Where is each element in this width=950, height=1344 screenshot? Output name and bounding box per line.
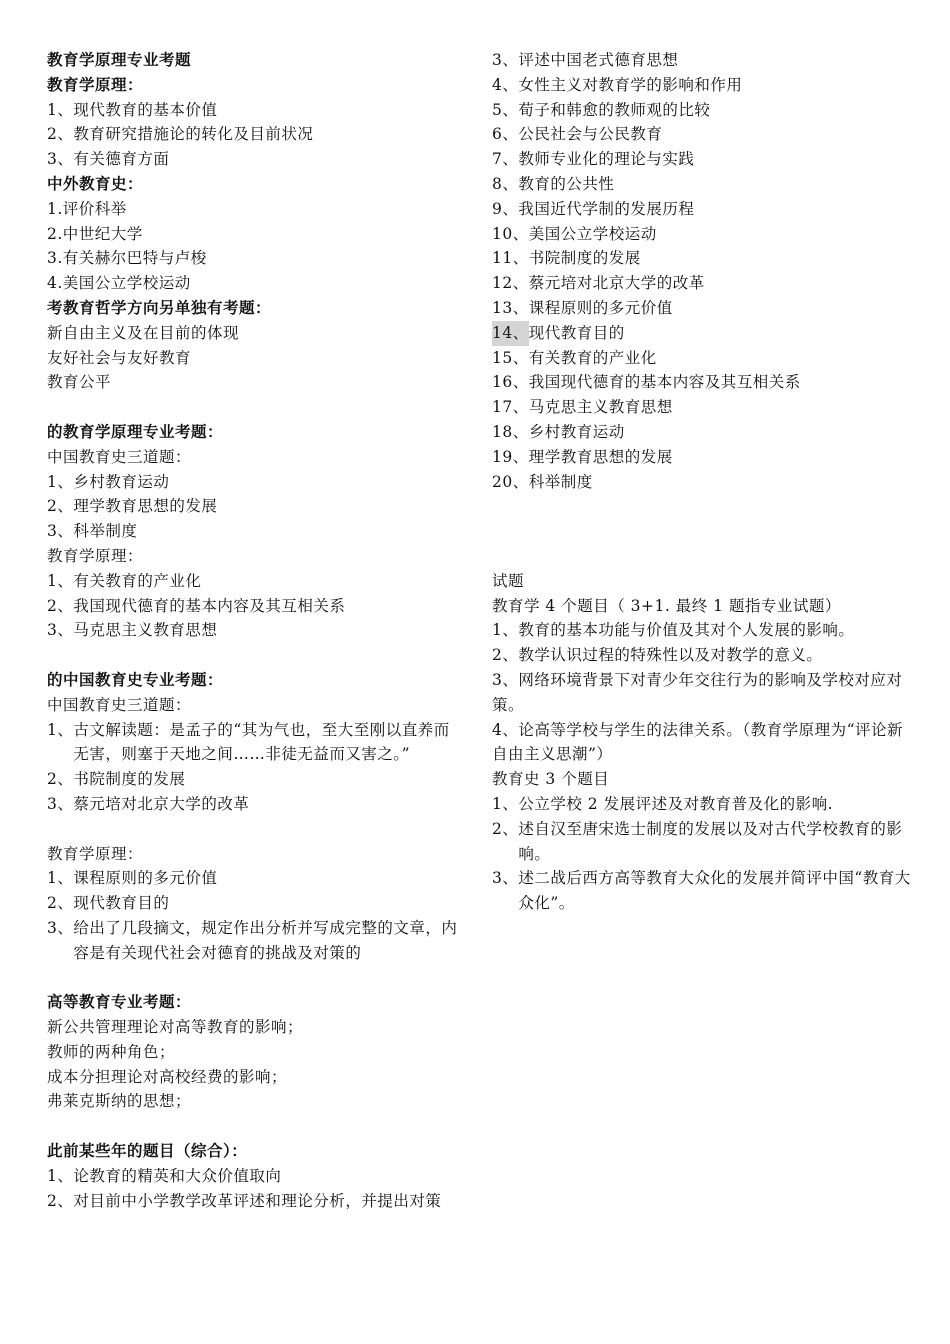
item-number: 2、	[47, 894, 74, 913]
text-line	[47, 1089, 465, 1114]
list-item	[47, 271, 465, 296]
item-text: 教学认识过程的特殊性以及对教学的意义。	[518, 646, 823, 665]
text-line	[492, 767, 912, 792]
list-item	[492, 792, 912, 817]
item-text: 此前某些年的题目（综合）：	[47, 1142, 248, 1161]
item-number: 3、	[47, 621, 74, 640]
item-text: 的中国教育史专业考题：	[47, 670, 224, 689]
item-number: 15、	[492, 348, 529, 367]
item-number: 2、	[47, 125, 74, 144]
item-number: 3.	[47, 249, 63, 268]
item-text: 对目前中小学教学改革评述和理论分析，并提出对策	[73, 1191, 442, 1210]
text-line	[492, 668, 912, 718]
item-number: 3、	[47, 150, 74, 169]
blank-line	[492, 544, 912, 569]
item-number: 1、	[47, 571, 74, 590]
list-item	[47, 767, 465, 792]
list-item	[492, 817, 912, 867]
item-number: 8、	[492, 174, 519, 193]
item-number: 18、	[492, 422, 529, 441]
list-item	[47, 618, 465, 643]
item-text: 给出了几段摘文，规定作出分析并写成完整的文章，内容是有关现代社会对德育的挑战及对策的	[73, 918, 458, 962]
left-column	[47, 48, 465, 1213]
item-number: 7、	[492, 150, 519, 169]
text-line	[492, 569, 912, 594]
list-item	[492, 346, 912, 371]
item-text: 有关教育的产业化	[528, 348, 657, 367]
list-item	[492, 296, 912, 321]
item-text: 友好社会与友好教育	[47, 348, 192, 367]
item-number: 10、	[492, 224, 529, 243]
item-number: 4、	[492, 75, 519, 94]
item-number: 20、	[492, 472, 529, 491]
item-number: 1、	[47, 100, 74, 119]
item-text: 荀子和韩愈的教师观的比较	[518, 100, 711, 119]
item-text: 述二战后西方高等教育大众化的发展并简评中国“教育大众化”。	[518, 869, 911, 913]
item-text: 现代教育目的	[528, 323, 625, 342]
list-item	[492, 470, 912, 495]
section-heading	[47, 420, 465, 445]
item-text: 中国教育史三道题：	[47, 695, 192, 714]
text-line	[47, 1015, 465, 1040]
item-text: 公立学校 2 发展评述及对教育普及化的影响.	[518, 794, 834, 813]
list-item	[47, 222, 465, 247]
item-text: 新自由主义及在目前的体现	[47, 323, 240, 342]
list-item	[492, 271, 912, 296]
item-number: 2、	[47, 497, 74, 516]
section-heading	[47, 73, 465, 98]
list-item	[47, 246, 465, 271]
list-item	[492, 370, 912, 395]
list-item	[47, 470, 465, 495]
item-text: 教育学原理：	[47, 75, 144, 94]
item-text: 书院制度的发展	[528, 249, 641, 268]
item-text: 教育公平	[47, 373, 112, 392]
item-number: 1、	[47, 869, 74, 888]
list-item	[492, 445, 912, 470]
item-number: 4.	[47, 274, 63, 293]
item-text: 我国近代学制的发展历程	[518, 199, 695, 218]
item-number: 5、	[492, 100, 519, 119]
text-line	[492, 594, 912, 619]
item-number: 14、	[492, 321, 529, 346]
item-number: 1、	[492, 794, 519, 813]
item-number: 3、	[47, 918, 74, 937]
item-number: 2、	[492, 646, 519, 665]
item-text: 乡村教育运动	[73, 472, 170, 491]
item-number: 1、	[47, 472, 74, 491]
list-item	[47, 122, 465, 147]
item-text: 乡村教育运动	[528, 422, 625, 441]
item-text: 蔡元培对北京大学的改革	[528, 274, 705, 293]
item-text: 教育学原理：	[47, 844, 144, 863]
item-text: 我国现代德育的基本内容及其互相关系	[528, 373, 801, 392]
item-text: 新公共管理理论对高等教育的影响；	[47, 1018, 304, 1037]
list-item	[492, 197, 912, 222]
item-text: 理学教育思想的发展	[73, 497, 218, 516]
item-number: 2、	[492, 819, 519, 838]
list-item	[492, 420, 912, 445]
item-number: 2、	[47, 1191, 74, 1210]
list-item	[47, 197, 465, 222]
list-item	[47, 494, 465, 519]
list-item	[47, 916, 465, 966]
text-line	[47, 693, 465, 718]
item-text: 有关德育方面	[73, 150, 170, 169]
item-text: 理学教育思想的发展	[528, 447, 673, 466]
item-text: 我国现代德育的基本内容及其互相关系	[73, 596, 346, 615]
list-item	[492, 246, 912, 271]
list-item	[47, 594, 465, 619]
item-text: 评价科举	[62, 199, 127, 218]
item-number: 3、	[47, 522, 74, 541]
list-item	[47, 718, 465, 768]
item-text: 4、论高等学校与学生的法律关系。（教育学原理为“评论新自由主义思潮”）	[492, 720, 904, 764]
blank-line	[47, 965, 465, 990]
item-text: 蔡元培对北京大学的改革	[73, 794, 250, 813]
section-heading	[47, 48, 465, 73]
list-item	[47, 147, 465, 172]
text-line	[492, 718, 912, 768]
item-text: 教育的基本功能与价值及其对个人发展的影响。	[518, 621, 855, 640]
section-heading	[47, 1139, 465, 1164]
list-item	[492, 321, 912, 346]
item-text: 成本分担理论对高校经费的影响；	[47, 1067, 288, 1086]
list-item	[47, 866, 465, 891]
item-text: 科举制度	[73, 522, 138, 541]
list-item	[47, 1189, 465, 1214]
list-item	[492, 643, 912, 668]
item-text: 有关教育的产业化	[73, 571, 202, 590]
section-heading	[47, 668, 465, 693]
item-number: 9、	[492, 199, 519, 218]
item-text: 古文解读题：是孟子的“其为气也，至大至刚以直养而无害，则塞于天地之间……非徒无益而又害之。”	[73, 720, 450, 764]
item-number: 1、	[492, 621, 519, 640]
list-item	[492, 73, 912, 98]
item-text: 教育学原理专业考题	[47, 51, 192, 69]
item-number: 16、	[492, 373, 529, 392]
item-number: 17、	[492, 398, 529, 417]
blank-line	[47, 395, 465, 420]
item-text: 有关赫尔巴特与卢梭	[62, 249, 207, 268]
item-text: 述自汉至唐宋选士制度的发展以及对古代学校教育的影响。	[518, 819, 903, 863]
item-text: 中国教育史三道题：	[47, 447, 192, 466]
item-text: 公民社会与公民教育	[518, 125, 663, 144]
item-text: 科举制度	[528, 472, 593, 491]
item-text: 的教育学原理专业考题：	[47, 422, 224, 441]
text-line	[47, 1040, 465, 1065]
section-heading	[47, 990, 465, 1015]
text-line	[47, 370, 465, 395]
text-line	[47, 346, 465, 371]
item-text: 教师专业化的理论与实践	[518, 150, 695, 169]
item-number: 3、	[492, 51, 519, 69]
list-item	[492, 222, 912, 247]
blank-line	[492, 519, 912, 544]
blank-line	[492, 494, 912, 519]
list-item	[492, 172, 912, 197]
list-item	[47, 891, 465, 916]
item-text: 教育学原理：	[47, 546, 144, 565]
blank-line	[47, 817, 465, 842]
section-heading	[47, 172, 465, 197]
list-item	[47, 1164, 465, 1189]
item-text: 课程原则的多元价值	[73, 869, 218, 888]
item-text: 马克思主义教育思想	[528, 398, 673, 417]
item-text: 试题	[492, 571, 525, 590]
item-text: 美国公立学校运动	[528, 224, 657, 243]
item-number: 13、	[492, 298, 529, 317]
item-text: 马克思主义教育思想	[73, 621, 218, 640]
item-number: 1、	[47, 720, 74, 739]
item-text: 现代教育目的	[73, 894, 170, 913]
item-text: 考教育哲学方向另单独有考题：	[47, 298, 272, 317]
list-item	[492, 147, 912, 172]
item-number: 1.	[47, 199, 63, 218]
item-number: 12、	[492, 274, 529, 293]
right-column	[492, 48, 912, 916]
item-text: 现代教育的基本价值	[73, 100, 218, 119]
text-line	[47, 1065, 465, 1090]
item-text: 弗莱克斯纳的思想；	[47, 1092, 192, 1111]
text-line	[47, 445, 465, 470]
item-number: 2.	[47, 224, 63, 243]
list-item	[492, 48, 912, 73]
text-line	[47, 842, 465, 867]
item-number: 2、	[47, 596, 74, 615]
item-text: 教师的两种角色；	[47, 1042, 176, 1061]
list-item	[492, 98, 912, 123]
section-heading	[47, 296, 465, 321]
list-item	[492, 122, 912, 147]
item-number: 19、	[492, 447, 529, 466]
list-item	[492, 395, 912, 420]
list-item	[47, 792, 465, 817]
item-number: 6、	[492, 125, 519, 144]
item-text: 课程原则的多元价值	[528, 298, 673, 317]
item-number: 3、	[492, 869, 519, 888]
item-number: 3、	[47, 794, 74, 813]
item-text: 论教育的精英和大众价值取向	[73, 1166, 282, 1185]
item-text: 教育学 4 个题目（ 3+1. 最终 1 题指专业试题）	[492, 596, 841, 615]
item-text: 女性主义对教育学的影响和作用	[518, 75, 743, 94]
blank-line	[47, 643, 465, 668]
item-text: 高等教育专业考题：	[47, 993, 192, 1012]
list-item	[492, 618, 912, 643]
list-item	[47, 519, 465, 544]
text-line	[47, 321, 465, 346]
item-text: 中世纪大学	[62, 224, 143, 243]
item-number: 1、	[47, 1166, 74, 1185]
list-item	[492, 866, 912, 916]
item-text: 美国公立学校运动	[62, 274, 191, 293]
item-text: 书院制度的发展	[73, 770, 186, 789]
item-text: 评述中国老式德育思想	[518, 51, 679, 69]
list-item	[47, 98, 465, 123]
text-line	[47, 544, 465, 569]
item-text: 教育研究措施论的转化及目前状况	[73, 125, 314, 144]
item-text: 教育的公共性	[518, 174, 615, 193]
item-number: 2、	[47, 770, 74, 789]
item-text: 3、网络环境背景下对青少年交往行为的影响及学校对应对策。	[492, 670, 903, 714]
item-text: 中外教育史：	[47, 174, 144, 193]
item-number: 11、	[492, 249, 529, 268]
list-item	[47, 569, 465, 594]
blank-line	[47, 1114, 465, 1139]
item-text: 教育史 3 个题目	[492, 770, 610, 789]
